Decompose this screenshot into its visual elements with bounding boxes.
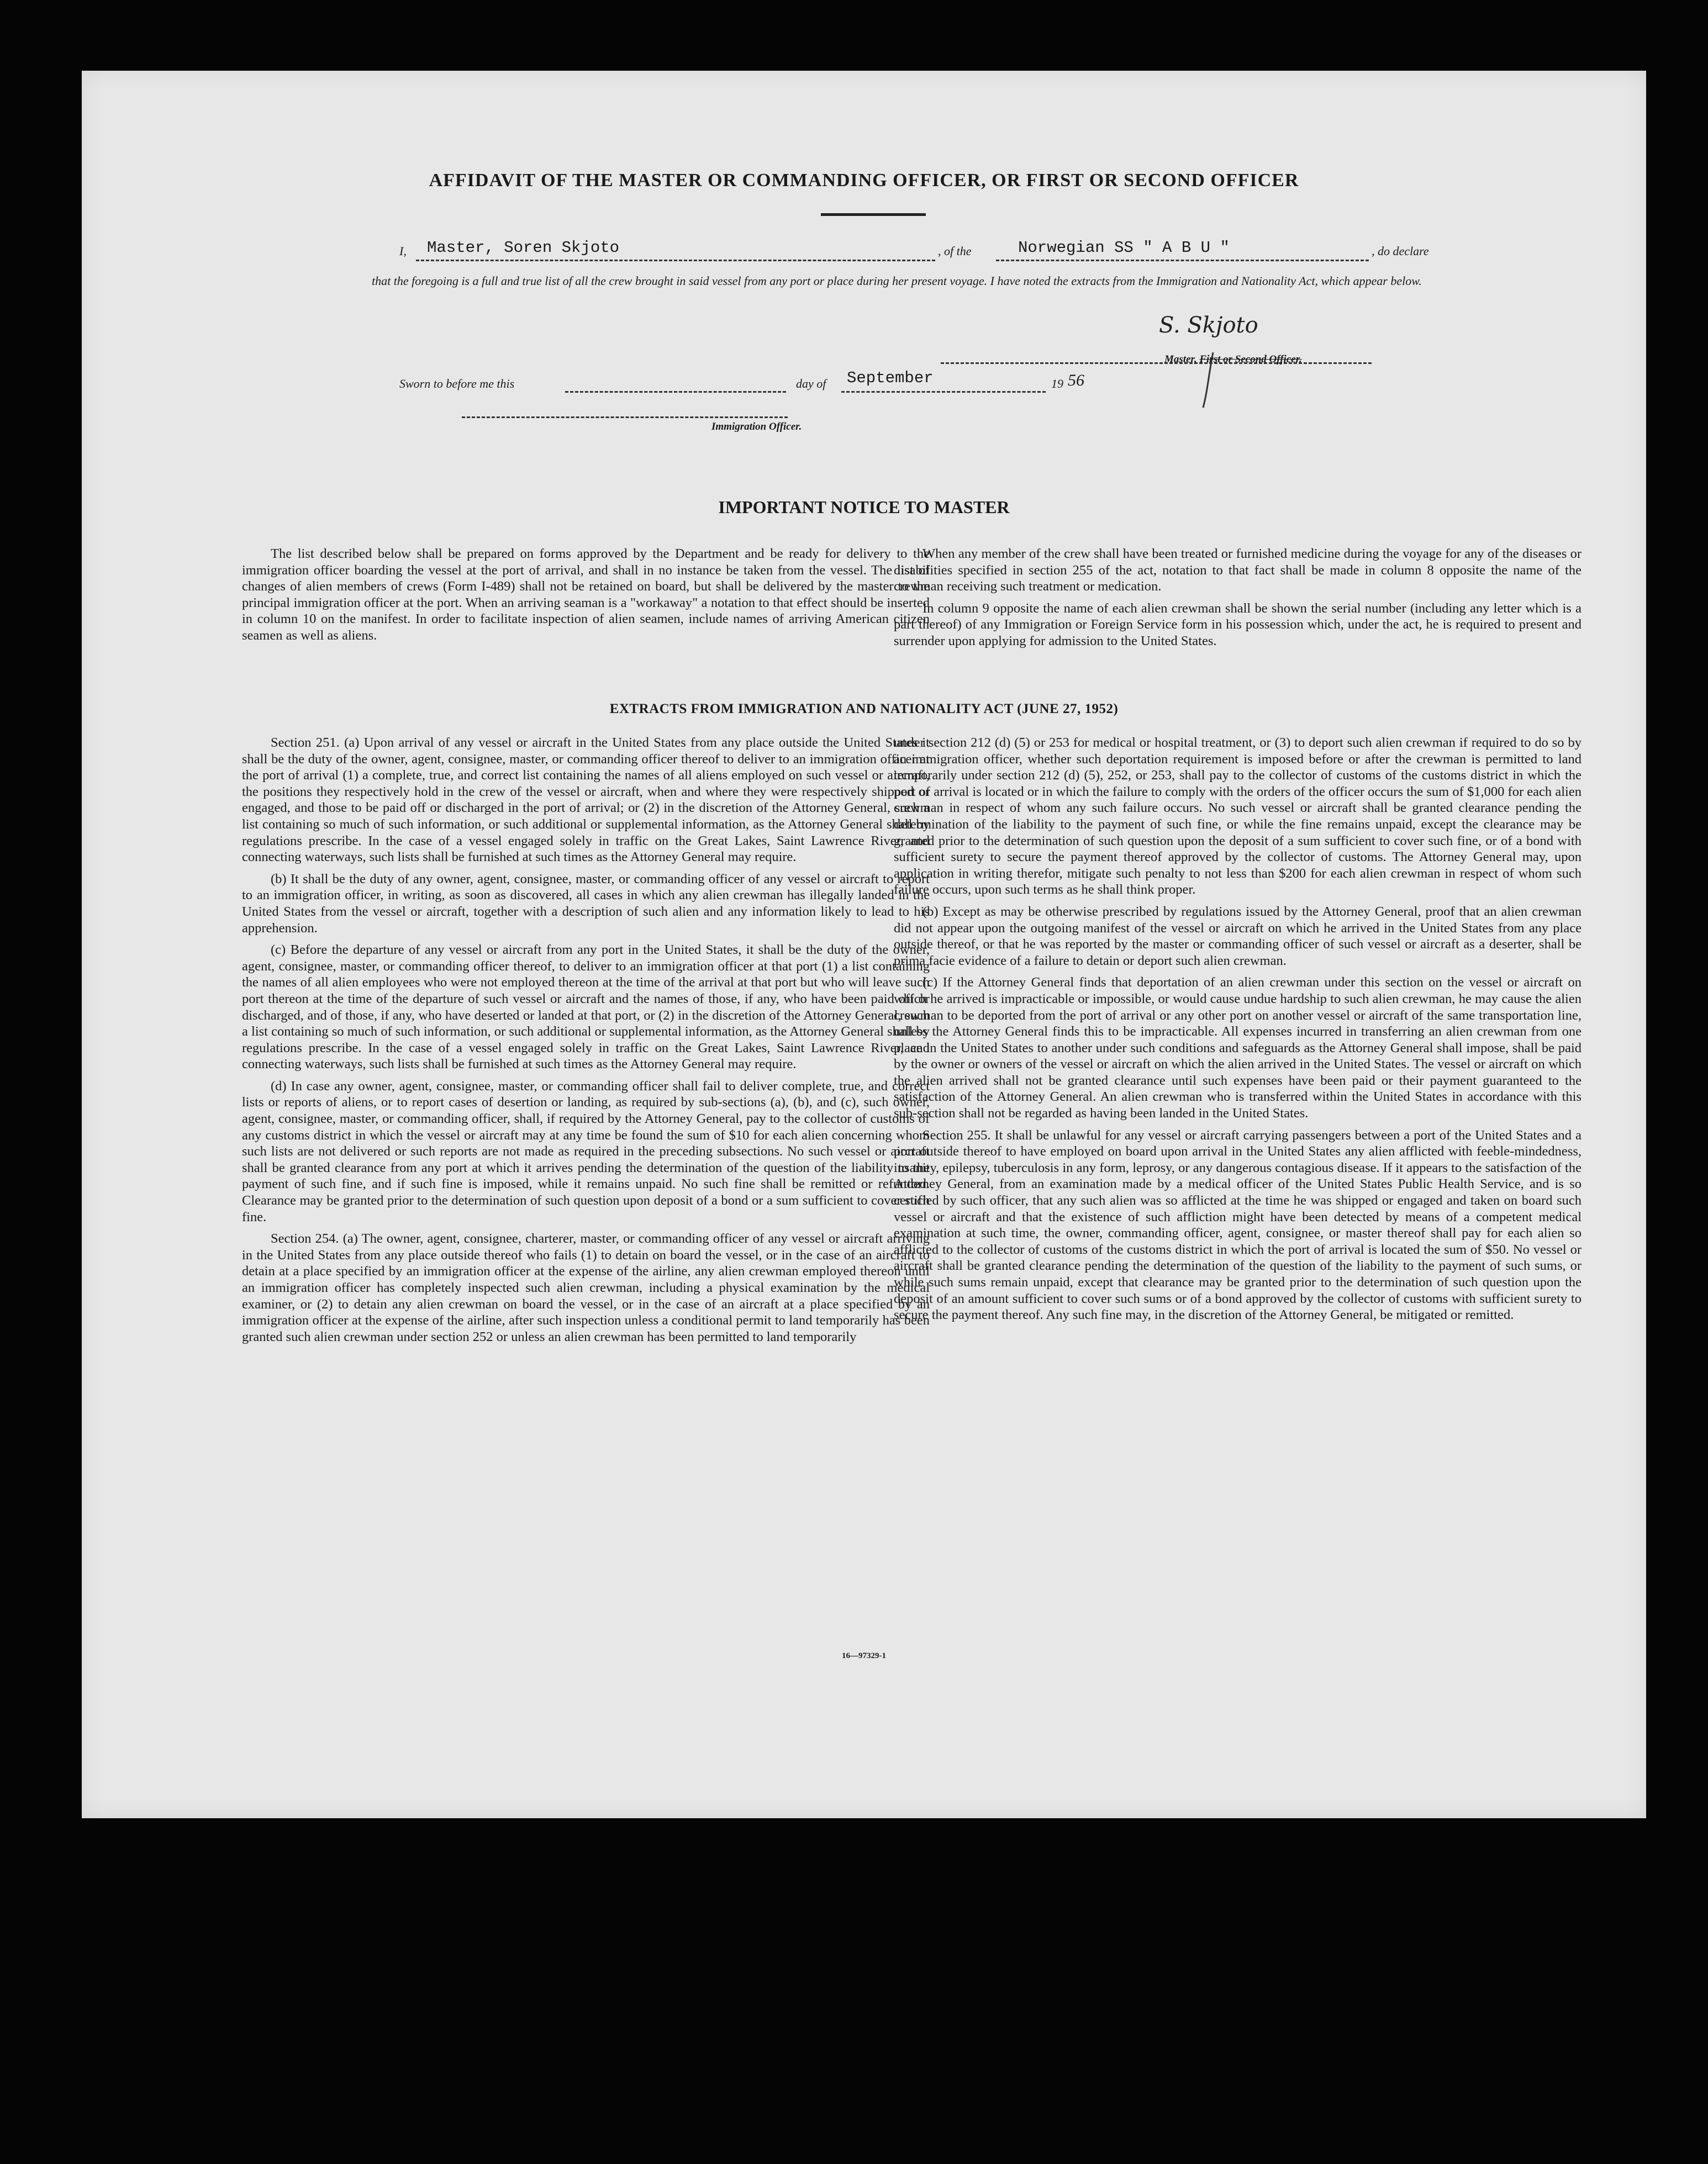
sworn-day-field [565, 374, 786, 393]
section-254a: Section 254. (a) The owner, agent, consignee, charterer, master, or commanding officer of any vessel or aircraft arriving in the United States from any place outside thereof who fails (1) to detain on board the vessel, or in the case of an aircraft to detain at a place specified by an immigration officer at the expense of the airline, any alien crewman employed thereon until an immigration officer has completely inspected such alien crewman, including a physical examination by the medical examiner, or (2) to detain any alien crewman on board the vessel, or in the case of an aircraft at a place specified by an immigration officer at the expense of the airline, after such inspection unless a conditional permit to land temporarily has been granted such alien crewman under section 252 or unless an alien crewman has been permitted to land temporarily [242, 1231, 930, 1344]
immigration-officer-caption: Immigration Officer. [711, 421, 802, 432]
section-254a-continued: under section 212 (d) (5) or 253 for medical or hospital treatment, or (3) to deport such alien crewman if required to do so by an immigration officer, whether such deportation requirement is imposed before or after the crewman is permitted to land temporarily under section 212 (d) (5), 252, or 253, shall pay to the collector of customs of the customs district in which the port of arrival is located or in which the failure to comply with the orders of the officer occurs the sum of $1,000 for each alien crewman in respect of whom any such failure occurs. No such vessel or aircraft shall be granted clearance pending the determination of the liability to the payment of such fine, or while the fine remains unpaid, except the clearance may be granted prior to the determination of such question upon the deposit of a sum sufficient to cover such fine, or of a bond with sufficient surety to secure the payment thereof approved by the collector of customs. The Attorney General may, upon application in writing therefor, mitigate such penalty to not less than $200 for each alien crewman in respect of whom such failure occurs, upon such terms as he shall think proper. [894, 735, 1582, 898]
declaration-line [399, 240, 1471, 264]
section-251c: (c) Before the departure of any vessel or aircraft from any port in the United States, it shall be the duty of the owner, agent, consignee, master, or commanding officer thereof, to deliver to an immigration officer at that port (1) a list containing the names of all alien employees who were not employed thereon at the time of the arrival at that port but who will leave such port thereon at the time of the departure of such vessel or aircraft and the names of those, if any, who have been paid off or discharged, and of those, if any, who have deserted or landed at that port, or (2) in the discretion of the Attorney General, such a list containing so much of such information, or such additional or supplemental information, as the Attorney General shall by regulations prescribe. In the case of a vessel engaged solely in traffic on the Great Lakes, Saint Lawrence River, and connecting waterways, such lists shall be furnished at such times as the Attorney General may require. [242, 942, 930, 1072]
master-caption: Master, First or Second Officer. [1164, 353, 1302, 365]
title-divider [821, 213, 926, 216]
do-declare-label: , do declare [1372, 244, 1429, 258]
signature-line [941, 340, 1372, 364]
notice-right-paragraph-2: In column 9 opposite the name of each alien crewman shall be shown the serial number (including any letter which is a part thereof) of any Immigration or Foreign Service form in his possession which, under the act, he is required to present and surrender upon applying for admission to the United States. [894, 600, 1582, 648]
vessel-name-value: Norwegian SS " A B U " [1018, 239, 1230, 257]
i-label: I, [399, 244, 407, 258]
struck-officer-caption: First or Second Officer. [1199, 353, 1302, 365]
year-prefix: 19 [1051, 377, 1063, 390]
section-251b: (b) It shall be the duty of any owner, agent, consignee, master, or commanding officer of any vessel or aircraft to report to an immigration officer, in writing, as soon as discovered, all cases in which any alien crewman has illegally landed in the United States from the vessel or aircraft, together with a description of such alien and any information likely to lead to his apprehension. [242, 871, 930, 936]
section-251d: (d) In case any owner, agent, consignee, master, or commanding officer shall fail to deliver complete, true, and correct lists or reports of aliens, or to report cases of desertion or landing, as required by sub-sections (a), (b), and (c), such owner, agent, consignee, master, or commanding officer, shall, if required by the Attorney General, pay to the collector of customs of any customs district in which the vessel or aircraft may at any time be found the sum of $10 for each alien concerning whom such lists are not delivered or such reports are not made as required in the preceding subsections. No such vessel or aircraft shall be granted clearance from any port at which it arrives pending the determination of the question of the liability to the payment of such fine, and if such fine is imposed, while it remains unpaid. No such fine shall be remitted or refunded. Clearance may be granted prior to the determination of such question upon deposit of a bond or a sum sufficient to cover such fine. [242, 1078, 930, 1224]
section-254c: (c) If the Attorney General finds that deportation of an alien crewman under this section on the vessel or aircraft on which he arrived is impracticable or impossible, or would cause undue hardship to such alien crewman, he may cause the alien crewman to be deported from the port of arrival or any other port on another vessel or aircraft of the same transportation line, unless the Attorney General finds this to be impracticable. All expenses incurred in transferring an alien crewman from one place in the United States to another under such conditions and safeguards as the Attorney General shall impose, shall be paid by the owner or owners of the vessel or aircraft on which the alien arrived in the United States. The vessel or aircraft on which the alien arrived shall not be granted clearance until such expenses have been paid or their payment guaranteed to the satisfaction of the Attorney General. An alien crewman who is transferred within the United States in accordance with this sub-section shall not be regarded as having been landed in the United States. [894, 975, 1582, 1121]
day-of-label: day of [796, 377, 826, 390]
notice-right-paragraph-1: When any member of the crew shall have been treated or furnished medicine during the voyage for any of the diseases or disabilities specified in section 255 of the act, notation to that fact shall be made in column 8 opposite the name of the crewman receiving such treatment or medication. [894, 546, 1582, 594]
extracts-title: EXTRACTS FROM IMMIGRATION AND NATIONALITY ACT (JUNE 27, 1952) [609, 701, 1119, 716]
notice-right-column [894, 546, 1582, 655]
affidavit-title: AFFIDAVIT OF THE MASTER OR COMMANDING OFFICER, OR FIRST OR SECOND OFFICER [429, 170, 1299, 191]
declaration-text: that the foregoing is a full and true list of all the crew brought in said vessel from any port or place during her present voyage. I have noted the extracts from the Immigration and Nationality Act, which appear below. [372, 274, 1422, 288]
master-signature: S. Skjoto [1159, 313, 1258, 338]
extracts-left-column [242, 735, 930, 1350]
section-251a: Section 251. (a) Upon arrival of any vessel or aircraft in the United States from any place outside the United States it shall be the duty of the owner, agent, consignee, master, or commanding officer thereof to deliver to an immigration officer at the port of arrival (1) a complete, true, and correct list containing the names of all aliens employed on such vessel or aircraft, the positions they respectively hold in the crew of the vessel or aircraft, when and where they were respectively shipped or engaged, and those to be paid off or discharged in the port of arrival; or (2) in the discretion of the Attorney General, such a list containing so much of such information, or such additional or supplemental information, as the Attorney General shall by regulations prescribe. In the case of a vessel engaged solely in traffic on the Great Lakes, Saint Lawrence River, and connecting waterways, such lists shall be furnished at such times as the Attorney General may require. [242, 735, 930, 865]
notice-title: IMPORTANT NOTICE TO MASTER [718, 497, 1010, 517]
form-code: 16—97329-1 [842, 1651, 886, 1660]
extracts-right-column [894, 735, 1582, 1329]
sworn-line [399, 369, 1228, 393]
document-page [82, 71, 1646, 1818]
immigration-officer-line [462, 400, 788, 418]
notice-left-column [242, 546, 930, 650]
sworn-label: Sworn to before me this [399, 377, 515, 390]
year-value: 56 [1068, 371, 1084, 389]
master-name-value: Master, Soren Skjoto [427, 239, 620, 257]
month-value: September [847, 369, 934, 387]
notice-left-paragraph: The list described below shall be prepared on forms approved by the Department and be ready for delivery to the immigration officer boarding the vessel at the port of arrival, and shall in no instance be taken from the vessel. The list of changes of alien members of crews (Form I-489) shall not be retained on board, but shall be delivered by the master to the principal immigration officer at the port. When an arriving seaman is a "workaway" a notation to that effect should be inserted in column 10 on the manifest. In order to facilitate inspection of alien seamen, include names of arriving American citizen seamen as well as aliens. [242, 546, 930, 643]
section-255: Section 255. It shall be unlawful for any vessel or aircraft carrying passengers between a port of the United States and a port outside thereof to have employed on board upon arrival in the United States any alien afflicted with feeble-mindedness, insanity, epilepsy, tuberculosis in any form, leprosy, or any dangerous contagious disease. If it appears to the satisfaction of the Attorney General, from an examination made by a medical officer of the United States Public Health Service, and is so certified by such officer, that any such alien was so afflicted at the time he was shipped or engaged and taken on board such vessel or aircraft and that the existence of such affliction might have been detected by means of a competent medical examination at such time, the owner, commanding officer, agent, consignee, or master thereof shall pay for each alien so afflicted to the collector of customs of the customs district in which the port of arrival is located the sum of $50. No vessel or aircraft shall be granted clearance pending the determination of the question of the liability to the payment of such sums, or while such sums remain unpaid, except that clearance may be granted prior to the determination of such question upon the deposit of an amount sufficient to cover such sums or of a bond approved by the collector of customs with sufficient surety to secure the payment thereof. Any such fine may, in the discretion of the Attorney General, be mitigated or remitted. [894, 1127, 1582, 1323]
of-the-label: , of the [938, 244, 972, 258]
section-254b: (b) Except as may be otherwise prescribed by regulations issued by the Attorney General, proof that an alien crewman did not appear upon the outgoing manifest of the vessel or aircraft on which he arrived in the United States from any place outside thereof, or that he was reported by the master or commanding officer of such vessel or aircraft as a deserter, shall be prima facie evidence of a failure to detain or deport such alien crewman. [894, 904, 1582, 968]
